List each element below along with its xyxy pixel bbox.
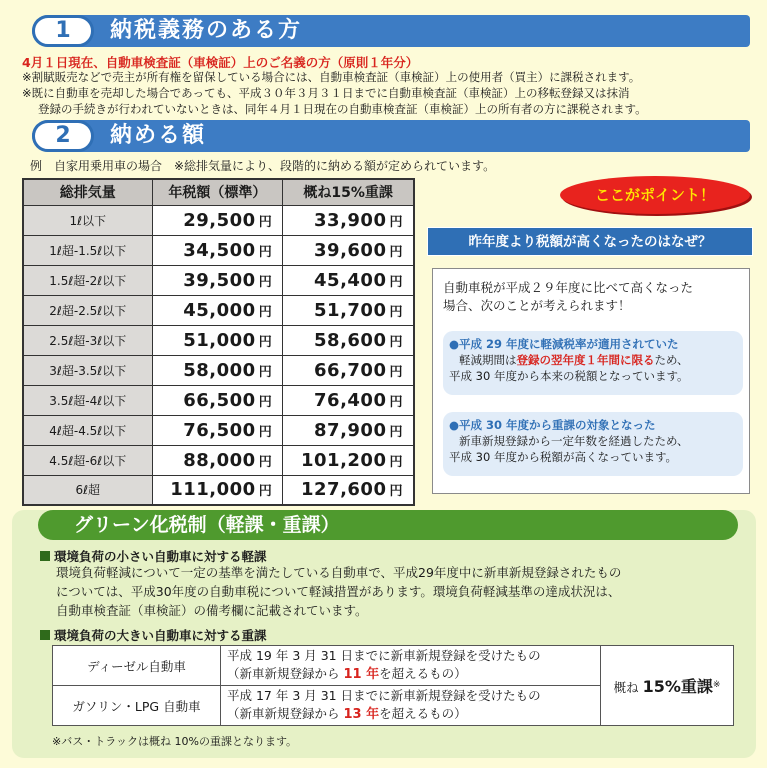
note-installment: ※割賦販売などで売主が所有権を留保している場合には、自動車検査証（車検証）上の使用者（買主）に課税されます。 bbox=[22, 70, 641, 84]
table-row bbox=[23, 235, 414, 265]
standard-tax-cell: 34,500 円 bbox=[152, 235, 283, 265]
bullet-square-icon bbox=[40, 551, 50, 561]
heavy-tax-cell: 76,400 円 bbox=[283, 385, 414, 415]
standard-tax-cell: 39,500 円 bbox=[152, 265, 283, 295]
condition-diesel: 平成 19 年 3 月 31 日までに新車新規登録を受けたもの （新車新規登録から 11 年を超えるもの） bbox=[221, 646, 601, 686]
heavy-tax-cell: 101,200 円 bbox=[283, 445, 414, 475]
table-row bbox=[23, 415, 414, 445]
displacement-cell: 3ℓ超-3.5ℓ以下 bbox=[23, 355, 152, 385]
bus-truck-footnote: ※バス・トラックは概ね 10%の重課となります。 bbox=[52, 735, 298, 748]
table-row bbox=[23, 475, 414, 505]
heavy-tax-cell: 51,700 円 bbox=[283, 295, 414, 325]
condition-gasoline: 平成 17 年 3 月 31 日までに新車新規登録を受けたもの （新車新規登録から 13 年を超えるもの） bbox=[221, 686, 601, 726]
bullet-square-icon bbox=[40, 630, 50, 640]
table-row bbox=[23, 325, 414, 355]
displacement-cell: 6ℓ超 bbox=[23, 475, 152, 505]
light-tax-heading: 環境負荷の小さい自動車に対する軽課 bbox=[40, 547, 267, 565]
answer-box bbox=[432, 268, 750, 494]
table-row bbox=[23, 355, 414, 385]
col-header-standard: 年税額（標準） bbox=[152, 179, 283, 205]
table-row bbox=[23, 205, 414, 235]
col-header-heavy: 概ね15%重課 bbox=[283, 179, 414, 205]
section-number: 2 bbox=[32, 120, 94, 152]
displacement-cell: 4ℓ超-4.5ℓ以下 bbox=[23, 415, 152, 445]
section-title: 納める額 bbox=[110, 123, 207, 148]
heavy-tax-heading: 環境負荷の大きい自動車に対する重課 bbox=[40, 626, 267, 644]
car-type-gasoline: ガソリン・LPG 自動車 bbox=[53, 686, 221, 726]
reason-heavy-tax: ●平成 30 年度から重課の対象となった 新車新規登録から一定年数を経過したため、 平成 30 年度から税額が高くなっています。 bbox=[443, 412, 743, 476]
tax-amount-table bbox=[22, 178, 415, 506]
light-tax-text: 環境負荷軽減について一定の基準を満たしている自動車で、平成29年度中に新車新規登録されたもの については、平成30年度の自動車税について軽減措置があります。環境負荷軽減基準の達成状況は、 自動車検査証（車検証）の備考欄に記載されています。 bbox=[56, 565, 622, 618]
section-title: 納税義務のある方 bbox=[110, 18, 303, 43]
table-row bbox=[23, 445, 414, 475]
heavy-tax-cell: 33,900 円 bbox=[283, 205, 414, 235]
section-1-header bbox=[32, 15, 750, 47]
section-2-header bbox=[32, 120, 750, 152]
example-caption: 例 自家用乗用車の場合 ※総排気量により、段階的に納める額が定められています。 bbox=[30, 159, 496, 173]
point-badge: ここがポイント！ bbox=[560, 176, 750, 214]
displacement-cell: 2.5ℓ超-3ℓ以下 bbox=[23, 325, 152, 355]
note-sold-car: ※既に自動車を売却した場合であっても、平成３０年３月３１日までに自動車検査証（車検証）上の移転登録又は抹消 bbox=[22, 86, 630, 100]
heavy-tax-cell: 39,600 円 bbox=[283, 235, 414, 265]
displacement-cell: 1.5ℓ超-2ℓ以下 bbox=[23, 265, 152, 295]
heavy-tax-cell: 127,600 円 bbox=[283, 475, 414, 505]
standard-tax-cell: 58,000 円 bbox=[152, 355, 283, 385]
green-tax-title: グリーン化税制（軽課・重課） bbox=[38, 510, 738, 540]
displacement-cell: 4.5ℓ超-6ℓ以下 bbox=[23, 445, 152, 475]
car-type-diesel: ディーゼル自動車 bbox=[53, 646, 221, 686]
table-row bbox=[23, 265, 414, 295]
reason-reduced-rate: ●平成 29 年度に軽減税率が適用されていた 軽減期間は登録の翌年度１年間に限るため、 平成 30 年度から本来の税額となっています。 bbox=[443, 331, 743, 395]
answer-intro: 自動車税が平成２９年度に比べて高くなった 場合、次のことが考えられます！ bbox=[443, 280, 694, 313]
question-banner: 昨年度より税額が高くなったのはなぜ？ bbox=[427, 227, 753, 256]
heavy-tax-cell: 87,900 円 bbox=[283, 415, 414, 445]
heavy-tax-cell: 66,700 円 bbox=[283, 355, 414, 385]
standard-tax-cell: 29,500 円 bbox=[152, 205, 283, 235]
table-row bbox=[23, 295, 414, 325]
displacement-cell: 2ℓ超-2.5ℓ以下 bbox=[23, 295, 152, 325]
heavy-tax-table bbox=[52, 645, 734, 726]
standard-tax-cell: 51,000 円 bbox=[152, 325, 283, 355]
table-row bbox=[23, 385, 414, 415]
displacement-cell: 3.5ℓ超-4ℓ以下 bbox=[23, 385, 152, 415]
heavy-rate: 概ね 15%重課※ bbox=[601, 646, 734, 726]
displacement-cell: 1ℓ以下 bbox=[23, 205, 152, 235]
taxpayer-definition: 4月１日現在、自動車検査証（車検証）上のご名義の方（原則１年分） bbox=[22, 55, 419, 70]
standard-tax-cell: 111,000 円 bbox=[152, 475, 283, 505]
col-header-displacement: 総排気量 bbox=[23, 179, 152, 205]
heavy-tax-cell: 58,600 円 bbox=[283, 325, 414, 355]
displacement-cell: 1ℓ超-1.5ℓ以下 bbox=[23, 235, 152, 265]
note-sold-car-cont: 登録の手続きが行われていないときは、同年４月１日現在の自動車検査証（車検証）上の所有者の方に課税されます。 bbox=[38, 102, 647, 116]
standard-tax-cell: 76,500 円 bbox=[152, 415, 283, 445]
heavy-tax-cell: 45,400 円 bbox=[283, 265, 414, 295]
standard-tax-cell: 66,500 円 bbox=[152, 385, 283, 415]
standard-tax-cell: 45,000 円 bbox=[152, 295, 283, 325]
standard-tax-cell: 88,000 円 bbox=[152, 445, 283, 475]
section-number: 1 bbox=[32, 15, 94, 47]
